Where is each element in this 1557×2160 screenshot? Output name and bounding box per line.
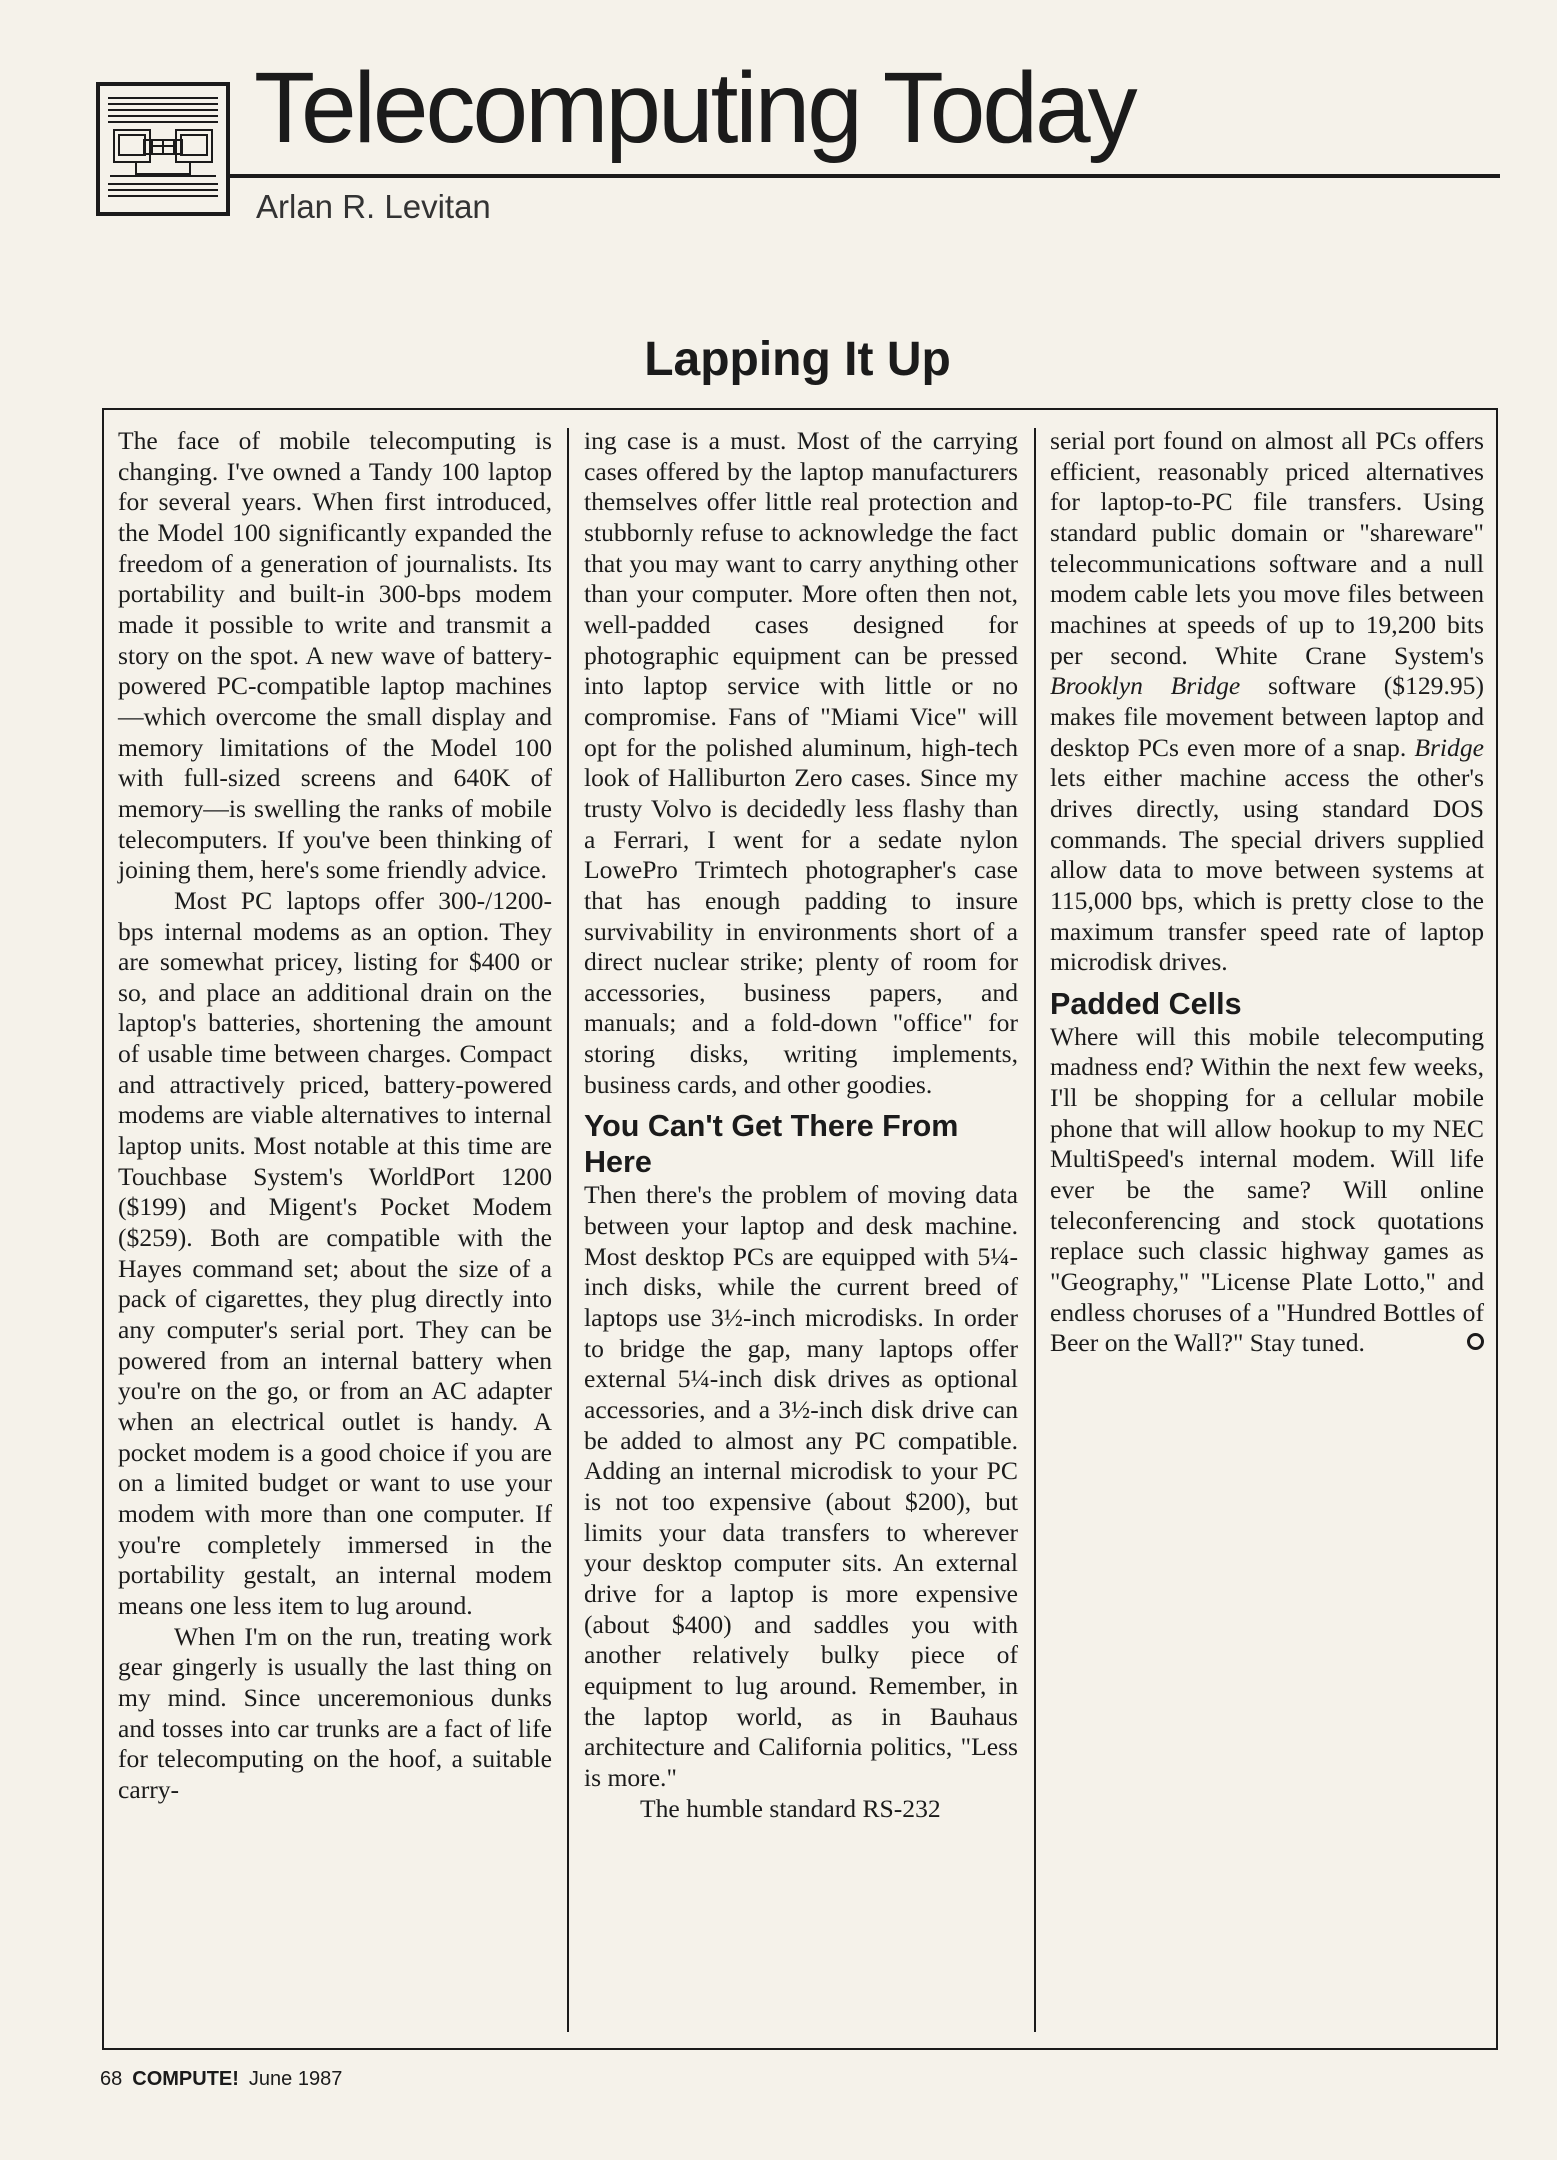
column-divider bbox=[1034, 428, 1036, 2032]
paragraph bbox=[1050, 1022, 1484, 1359]
telecomputing-logo-icon bbox=[96, 82, 230, 216]
paragraph: Most PC laptops offer 300-/1200-bps internal modems as an option. They are somewhat pricey, listing for $400 or so, and place an additional drain on the laptop's batteries, shortening the amount of usable time between charges. Compact and attractively priced, battery-powered modems are viable alternatives to internal laptop units. Most notable at this time are Touchbase System's WorldPort 1200 ($199) and Migent's Pocket Modem ($259). Both are compatible with the Hayes command set; about the size of a pack of cigarettes, they plug directly into any computer's serial port. They can be powered from an internal battery when you're on the go, or from an AC adapter when an electrical outlet is handy. A pocket modem is a good choice if you are on a limited budget or want to use your modem with more than one computer. If you're completely immersed in the portability gestalt, an internal modem means one less item to lug around. bbox=[118, 885, 552, 1620]
text-run: lets either machine access the other's drives directly, using standard DOS commands. The special drivers supplied allow data to move between systems at 115,000 bps, which is pretty close to the maximum transfer speed rate of laptop microdisk drives. bbox=[1050, 763, 1484, 977]
subhead-padded-cells: Padded Cells bbox=[1050, 986, 1242, 1021]
product-name: Brooklyn Bridge bbox=[1050, 671, 1241, 701]
page-footer bbox=[100, 2068, 342, 2091]
article-column-3 bbox=[1050, 426, 1484, 1359]
copyright-end-icon bbox=[1467, 1333, 1484, 1350]
title-rule bbox=[230, 174, 1500, 178]
paragraph bbox=[1050, 426, 1484, 978]
subhead-you-cant-get-there: You Can't Get There From Here bbox=[584, 1109, 959, 1180]
paragraph: When I'm on the run, treating work gear gingerly is usually the last thing on my mind. Since unceremonious dunks and tosses into car trunks are a fact of life for telecomputing on the hoof, a suitable carry- bbox=[118, 1621, 552, 1804]
magazine-name: COMPUTE! bbox=[132, 2068, 239, 2090]
paragraph: The humble standard RS-232 bbox=[640, 1793, 941, 1823]
article-headline: Lapping It Up bbox=[644, 333, 951, 386]
paragraph: Then there's the problem of moving data between your laptop and desk machine. Most desktop PCs are equipped with 5¼-inch disks, while the current breed of laptops use 3½-inch microdisks. In order to bridge the gap, many laptops offer external 5¼-inch disk drives as optional accessories, and a 3½-inch disk drive can be added to almost any PC compatible. Adding an internal microdisk to your PC is not too expensive (about $200), but limits your data transfers to wherever your desktop computer sits. An external drive for a laptop is more expensive (about $400) and saddles you with another relatively bulky piece of equipment to lug around. Remember, in the laptop world, as in Bauhaus architecture and California politics, "Less is more." bbox=[584, 1180, 1018, 1792]
text-run: serial port found on almost all PCs offers efficient, reasonably priced alternatives for laptop-to-PC file transfers. Using standard public domain or "shareware" telecommunications software and a null modem cable lets you move files between machines at speeds of up to 19,200 bits per second. White Crane System's bbox=[1050, 426, 1484, 670]
text-run: software ($129.95) makes file movement between laptop and desktop PCs even more of a snap. bbox=[1050, 671, 1484, 762]
paragraph: The face of mobile telecomputing is changing. I've owned a Tandy 100 laptop for several years. When first introduced, the Model 100 significantly expanded the freedom of a generation of journalists. Its portability and built-in 300-bps modem made it possible to write and transmit a story on the spot. A new wave of battery-powered PC-compatible laptop machines—which overcome the small display and memory limitations of the Model 100 with full-sized screens and 640K of memory—is swelling the ranks of mobile telecomputers. If you've been thinking of joining them, here's some friendly advice. bbox=[118, 426, 552, 885]
product-name: Bridge bbox=[1414, 732, 1484, 762]
column-divider bbox=[567, 428, 569, 2032]
article-column-1 bbox=[118, 426, 552, 1806]
column-title: Telecomputing Today bbox=[254, 52, 1135, 164]
page-number: 68 bbox=[100, 2068, 123, 2090]
text-run: Where will this mobile telecomputing madness end? Within the next few weeks, I'll be shopping for a cellular mobile phone that will allow hookup to my NEC MultiSpeed's internal modem. Will life ever be the same? Will online teleconferencing and stock quotations replace such classic highway games as "Geography," "License Plate Lotto," and endless choruses of a "Hundred Bottles of Beer on the Wall?" Stay tuned. bbox=[1050, 1021, 1484, 1358]
article-column-2 bbox=[584, 426, 1018, 1824]
issue-date: June 1987 bbox=[248, 2068, 343, 2090]
author-byline: Arlan R. Levitan bbox=[256, 188, 491, 225]
paragraph: ing case is a must. Most of the carrying cases offered by the laptop manufacturers themselves offer little real protection and stubbornly refuse to acknowledge the fact that you may want to carry anything other than your computer. More often then not, well-padded cases designed for photographic equipment can be pressed into laptop service with little or no compromise. Fans of "Miami Vice" will opt for the polished aluminum, high-tech look of Halliburton Zero cases. Since my trusty Volvo is decidedly less flashy than a Ferrari, I went for a sedate nylon LowePro Trimtech photographer's case that has enough padding to insure survivability in environments short of a direct nuclear strike; plenty of room for accessories, business papers, and manuals; and a fold-down "office" for storing disks, writing implements, business cards, and other goodies. bbox=[584, 426, 1018, 1099]
